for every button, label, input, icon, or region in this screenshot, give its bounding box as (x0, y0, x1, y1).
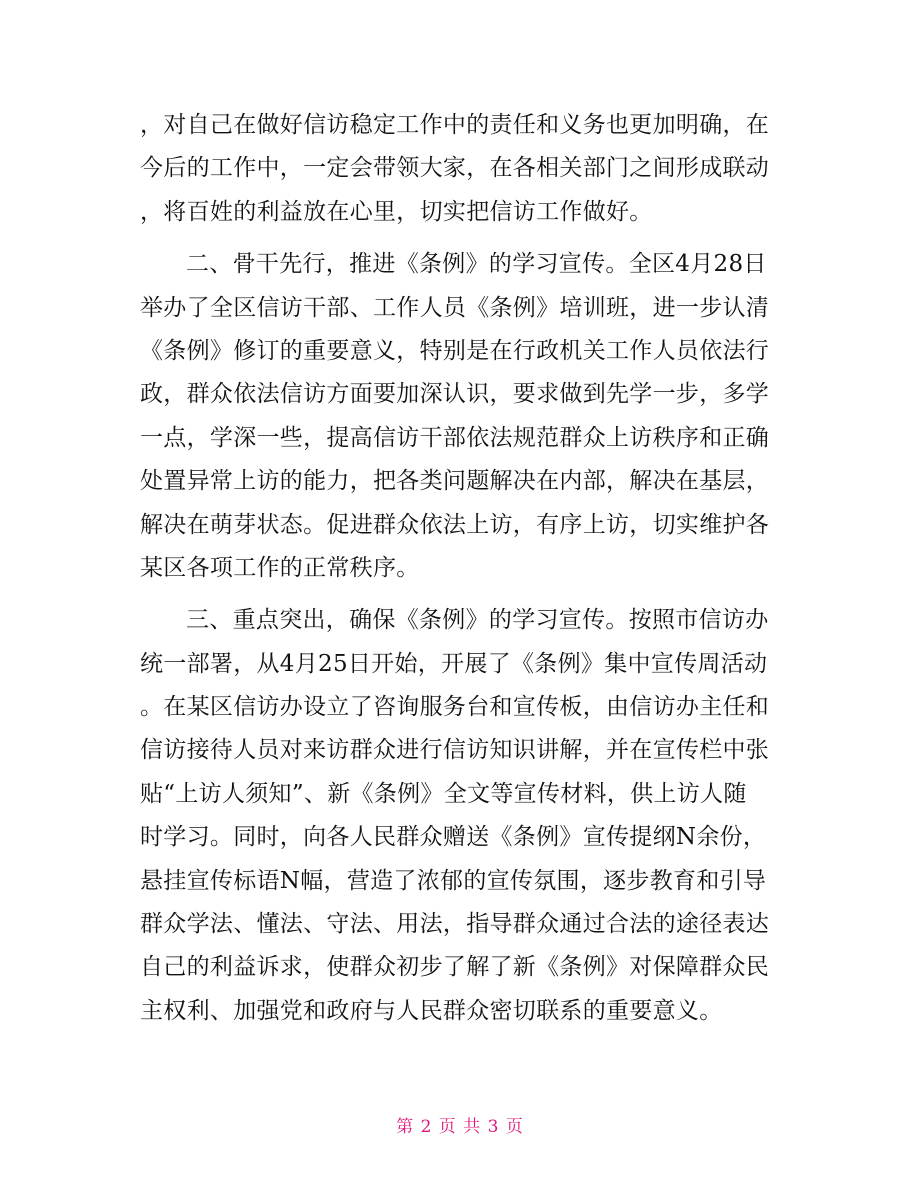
paragraph-3-first-line: 三、重点突出，确保《条例》的学习宣传。按照市信访办 (186, 607, 769, 634)
text-line: 信访接待人员对来访群众进行信访知识讲解，并在宣传栏中张 (140, 737, 770, 764)
page-number-footer: 第 2 页 共 3 页 (396, 1117, 524, 1137)
text-line: 一点，学深一些，提高信访干部依法规范群众上访秩序和正确 (140, 424, 770, 451)
text-line: 举办了全区信访干部、工作人员《条例》培训班，进一步认清 (140, 294, 770, 321)
text-line: 悬挂宣传标语N幅，营造了浓郁的宣传氛围，逐步教育和引导 (140, 867, 767, 894)
text-line: 群众学法、懂法、守法、用法，指导群众通过合法的途径表达 (140, 911, 770, 938)
text-line: 。在某区信访办设立了咨询服务台和宣传板，由信访办主任和 (140, 694, 770, 721)
text-line: 时学习。同时，向各人民群众赠送《条例》宣传提纲N余份， (140, 824, 767, 851)
text-line: 政，群众依法信访方面要加深认识，要求做到先学一步，多学 (140, 381, 770, 408)
text-line: 统一部署，从4月25日开始，开展了《条例》集中宣传周活动 (140, 650, 768, 677)
body-text (140, 104, 790, 1033)
text-line: ，将百姓的利益放在心里，切实把信访工作做好。 (140, 198, 653, 225)
text-line: 解决在萌芽状态。促进群众依法上访，有序上访，切实维护各 (140, 511, 770, 538)
text-line: 贴“上访人须知”、新《条例》全文等宣传材料，供上访人随 (140, 780, 747, 807)
text-line: 某区各项工作的正常秩序。 (140, 554, 420, 581)
text-line: 今后的工作中，一定会带领大家，在各相关部门之间形成联动 (140, 155, 770, 182)
paragraph-2-first-line: 二、骨干先行，推进《条例》的学习宣传。全区4月28日 (186, 251, 767, 278)
text-line: 《条例》修订的重要意义，特别是在行政机关工作人员依法行 (140, 337, 770, 364)
text-line: 处置异常上访的能力，把各类问题解决在内部，解决在基层， (140, 468, 770, 495)
text-line: 主权利、加强党和政府与人民群众密切联系的重要意义。 (140, 997, 723, 1024)
text-line: 自己的利益诉求，使群众初步了解了新《条例》对保障群众民 (140, 954, 770, 981)
text-line: ，对自己在做好信访稳定工作中的责任和义务也更加明确，在 (140, 112, 770, 138)
